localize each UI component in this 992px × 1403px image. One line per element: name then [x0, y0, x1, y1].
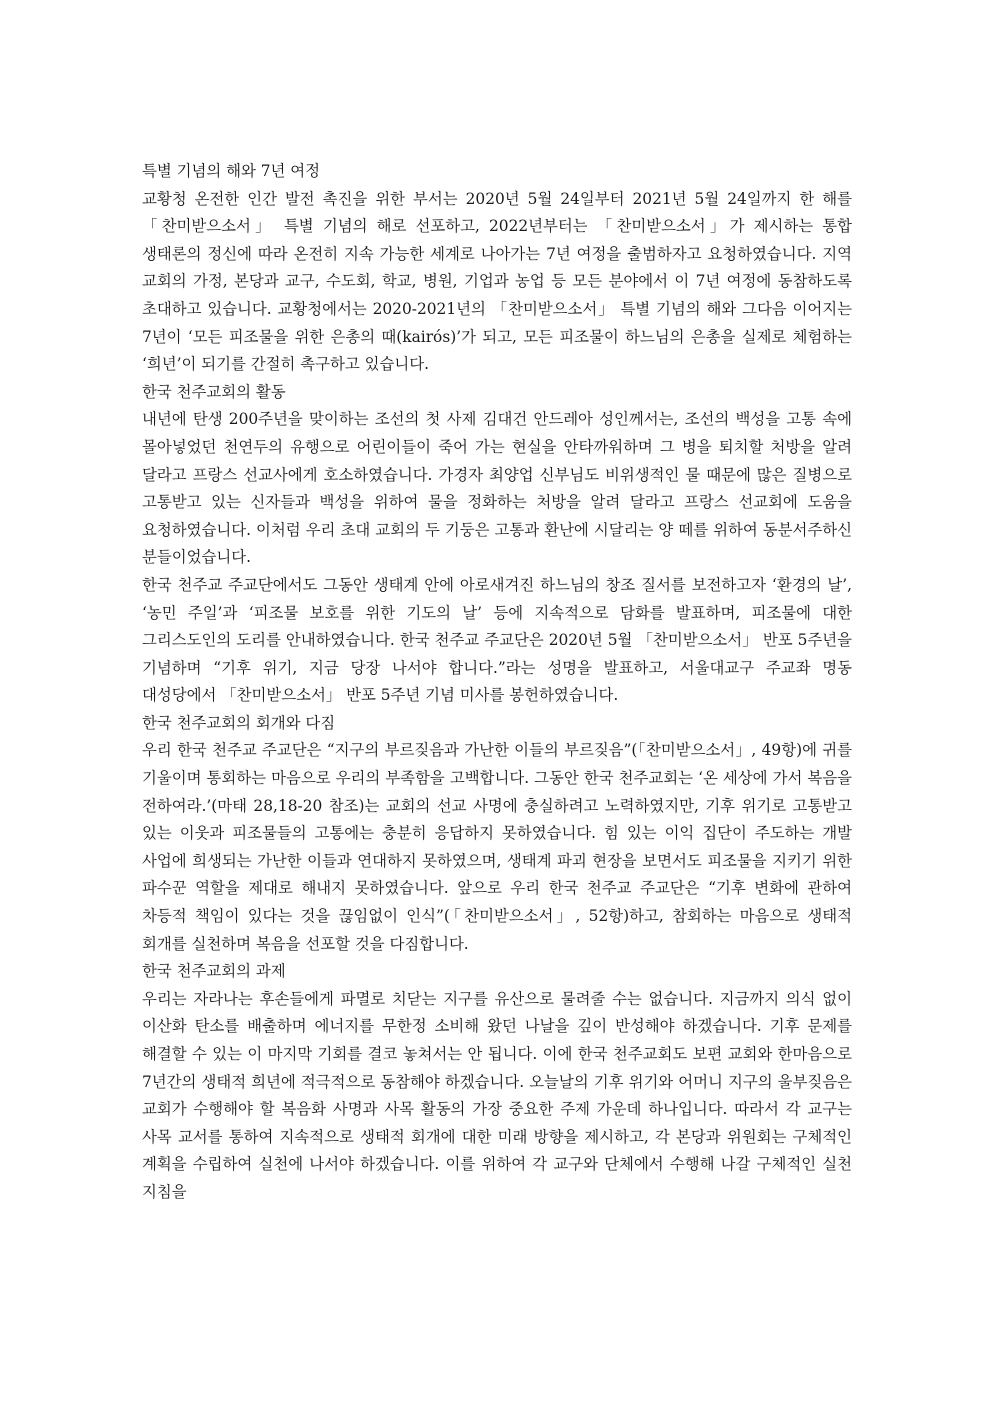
- document-page: [142, 158, 852, 1207]
- body-paragraph: 교황청 온전한 인간 발전 촉진을 위한 부서는 2020년 5월 24일부터 2021년 5월 24일까지 한 해를 「찬미받으소서」 특별 기념의 해로 선포하고, 2022년부터는 「찬미받으소서」가 제시하는 통합 생태론의 정신에 따라 온전히 지속 가능한 세계로 나아가는 7년 여정을 출범하자고 요청하였습니다. 지역 교회의 가정, 본당과 교구, 수도회, 학교, 병원, 기업과 농업 등 모든 분야에서 이 7년 여정에 동참하도록 초대하고 있습니다. 교황청에서는 2020-2021년의 「찬미받으소서」 특별 기념의 해와 그다음 이어지는 7년이 ‘모든 피조물을 위한 은총의 때(kairós)’가 되고, 모든 피조물이 하느님의 은총을 실제로 체험하는 ‘희년’이 되기를 간절히 촉구하고 있습니다.: [142, 189, 852, 374]
- section-heading: 한국 천주교회의 과제: [142, 962, 286, 981]
- body-paragraph: 우리 한국 천주교 주교단은 “지구의 부르짖음과 가난한 이들의 부르짖음”(「찬미받으소서」, 49항)에 귀를 기울이며 통회하는 마음으로 우리의 부족함을 고백합니다. 그동안 한국 천주교회는 ‘온 세상에 가서 복음을 전하여라.’(마태 28,18-20 참조)는 교회의 선교 사명에 충실하려고 노력하였지만, 기후 위기로 고통받고 있는 이웃과 피조물들의 고통에는 충분히 응답하지 못하였습니다. 힘 있는 이익 집단이 주도하는 개발 사업에 희생되는 가난한 이들과 연대하지 못하였으며, 생태계 파괴 현장을 보면서도 피조물을 지키기 위한 파수꾼 역할을 제대로 해내지 못하였습니다. 앞으로 우리 한국 천주교 주교단은 “기후 변화에 관하여 차등적 책임이 있다는 것을 끊임없이 인식”(「찬미받으소서」, 52항)하고, 참회하는 마음으로 생태적 회개를 실천하며 복음을 선포할 것을 다짐합니다.: [142, 741, 852, 953]
- body-paragraph: 우리는 자라나는 후손들에게 파멸로 치닫는 지구를 유산으로 물려줄 수는 없습니다. 지금까지 의식 없이 이산화 탄소를 배출하며 에너지를 무한정 소비해 왔던 나날을 깊이 반성해야 하겠습니다. 기후 문제를 해결할 수 있는 이 마지막 기회를 결코 놓쳐서는 안 됩니다. 이에 한국 천주교회도 보편 교회와 한마음으로 7년간의 생태적 희년에 적극적으로 동참해야 하겠습니다. 오늘날의 기후 위기와 어머니 지구의 울부짖음은 교회가 수행해야 할 복음화 사명과 사목 활동의 가장 중요한 주제 가운데 하나입니다. 따라서 각 교구는 사목 교서를 통하여 지속적으로 생태적 회개에 대한 미래 방향을 제시하고, 각 본당과 위원회는 구체적인 계획을 수립하여 실천에 나서야 하겠습니다. 이를 위하여 각 교구와 단체에서 수행해 나갈 구체적인 실천 지침을: [142, 989, 852, 1201]
- body-paragraph: 한국 천주교 주교단에서도 그동안 생태계 안에 아로새겨진 하느님의 창조 질서를 보전하고자 ‘환경의 날’, ‘농민 주일’과 ‘피조물 보호를 위한 기도의 날’ 등에 지속적으로 담화를 발표하며, 피조물에 대한 그리스도인의 도리를 안내하였습니다. 한국 천주교 주교단은 2020년 5월 「찬미받으소서」 반포 5주년을 기념하며 “기후 위기, 지금 당장 나서야 합니다.”라는 성명을 발표하고, 서울대교구 주교좌 명동 대성당에서 「찬미받으소서」 반포 5주년 기념 미사를 봉헌하였습니다.: [142, 575, 852, 705]
- section-heading: 한국 천주교회의 회개와 다짐: [142, 713, 336, 732]
- body-paragraph: 내년에 탄생 200주년을 맞이하는 조선의 첫 사제 김대건 안드레아 성인께서는, 조선의 백성을 고통 속에 몰아넣었던 천연두의 유행으로 어린이들이 죽어 가는 현실을 안타까워하며 그 병을 퇴치할 처방을 알려 달라고 프랑스 선교사에게 호소하였습니다. 가경자 최양업 신부님도 비위생적인 물 때문에 많은 질병으로 고통받고 있는 신자들과 백성을 위하여 물을 정화하는 처방을 알려 달라고 프랑스 선교회에 도움을 요청하였습니다. 이처럼 우리 초대 교회의 두 기둥은 고통과 환난에 시달리는 양 떼를 위하여 동분서주하신 분들이었습니다.: [142, 410, 852, 567]
- section-heading: 한국 천주교회의 활동: [142, 382, 286, 401]
- section-heading: 특별 기념의 해와 7년 여정: [142, 162, 321, 180]
